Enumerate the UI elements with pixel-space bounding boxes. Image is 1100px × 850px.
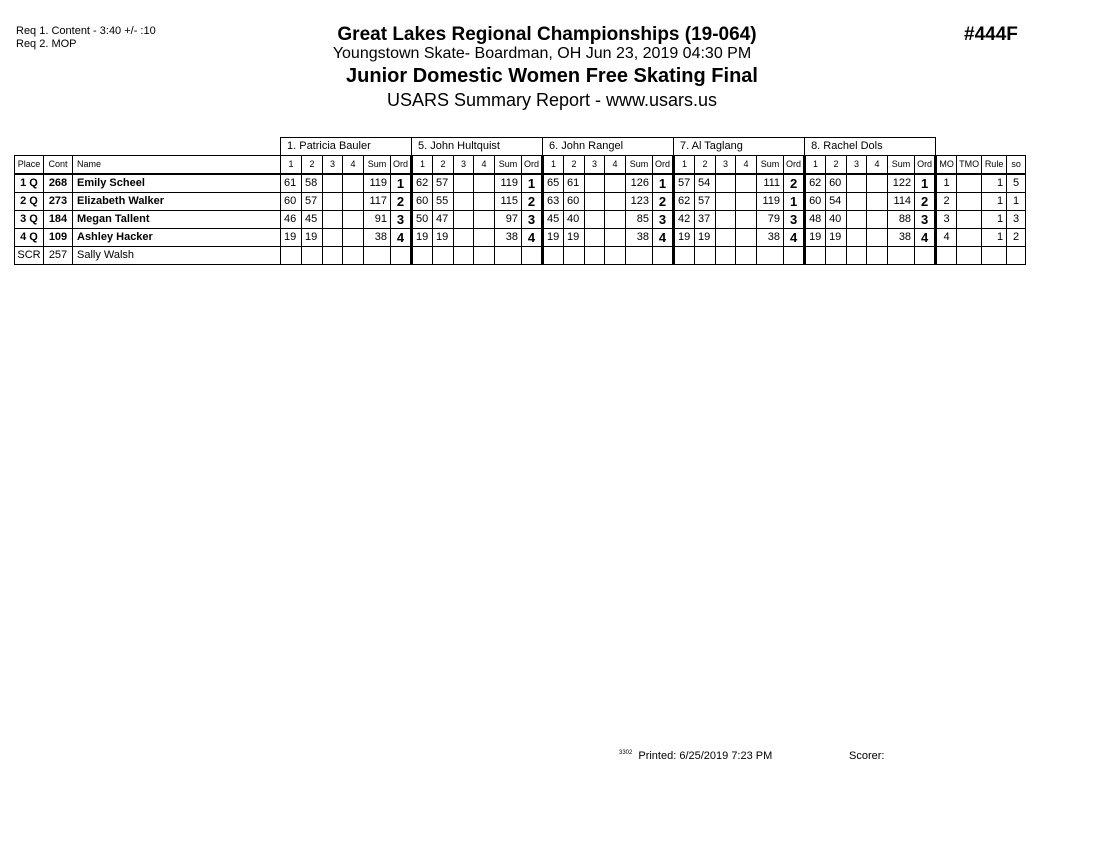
score-cell: 60 bbox=[826, 174, 847, 193]
score-cell: 61 bbox=[281, 174, 302, 193]
sum-cell bbox=[495, 247, 522, 265]
ord-cell: 2 bbox=[391, 193, 412, 211]
sum-cell bbox=[757, 247, 784, 265]
ord-cell bbox=[391, 247, 412, 265]
score-cell: 40 bbox=[826, 211, 847, 229]
score-cell: 19 bbox=[805, 229, 826, 247]
ord-cell: 3 bbox=[653, 211, 674, 229]
so-cell: 5 bbox=[1007, 174, 1026, 193]
score-cell bbox=[302, 247, 323, 265]
score-cell bbox=[867, 247, 888, 265]
mo-cell: 4 bbox=[936, 229, 957, 247]
score-cell: 58 bbox=[302, 174, 323, 193]
col-ord: Ord bbox=[653, 156, 674, 175]
ord-cell: 4 bbox=[784, 229, 805, 247]
col-score-3: 3 bbox=[585, 156, 605, 175]
event-title: Junior Domestic Women Free Skating Final bbox=[346, 65, 758, 87]
score-cell bbox=[716, 229, 736, 247]
score-cell bbox=[323, 229, 343, 247]
judge-name: 5. John Hultquist bbox=[412, 138, 543, 156]
col-ord: Ord bbox=[391, 156, 412, 175]
results-table bbox=[14, 137, 1026, 265]
score-cell: 54 bbox=[826, 193, 847, 211]
score-cell bbox=[343, 193, 364, 211]
sum-cell: 38 bbox=[364, 229, 391, 247]
table-row bbox=[15, 174, 1026, 193]
score-cell bbox=[847, 229, 867, 247]
ord-cell: 2 bbox=[915, 193, 936, 211]
score-cell bbox=[867, 211, 888, 229]
score-cell bbox=[805, 247, 826, 265]
score-cell bbox=[543, 247, 564, 265]
col-score-4: 4 bbox=[736, 156, 757, 175]
col-place: Place bbox=[15, 156, 44, 175]
sum-cell: 119 bbox=[364, 174, 391, 193]
col-score-4: 4 bbox=[474, 156, 495, 175]
col-score-3: 3 bbox=[454, 156, 474, 175]
rule-cell bbox=[982, 247, 1007, 265]
ord-cell: 4 bbox=[915, 229, 936, 247]
score-cell bbox=[343, 229, 364, 247]
score-cell bbox=[847, 193, 867, 211]
so-cell: 1 bbox=[1007, 193, 1026, 211]
col-ord: Ord bbox=[522, 156, 543, 175]
sum-cell: 91 bbox=[364, 211, 391, 229]
judge-name: 7. Al Taglang bbox=[674, 138, 805, 156]
score-cell bbox=[826, 247, 847, 265]
col-score-2: 2 bbox=[826, 156, 847, 175]
skater-name: Ashley Hacker bbox=[73, 229, 281, 247]
score-cell bbox=[585, 174, 605, 193]
place-cell: 2 Q bbox=[15, 193, 44, 211]
score-cell bbox=[605, 247, 626, 265]
score-cell: 62 bbox=[412, 174, 433, 193]
col-score-2: 2 bbox=[695, 156, 716, 175]
score-cell: 60 bbox=[281, 193, 302, 211]
rule-cell: 1 bbox=[982, 193, 1007, 211]
col-score-1: 1 bbox=[281, 156, 302, 175]
col-score-3: 3 bbox=[716, 156, 736, 175]
score-cell: 54 bbox=[695, 174, 716, 193]
ord-cell: 1 bbox=[784, 193, 805, 211]
sum-cell: 97 bbox=[495, 211, 522, 229]
score-cell: 57 bbox=[302, 193, 323, 211]
score-cell bbox=[736, 229, 757, 247]
score-cell bbox=[585, 229, 605, 247]
col-score-4: 4 bbox=[343, 156, 364, 175]
tmo-cell bbox=[957, 211, 982, 229]
ord-cell: 4 bbox=[391, 229, 412, 247]
skater-name: Emily Scheel bbox=[73, 174, 281, 193]
sum-cell: 85 bbox=[626, 211, 653, 229]
skater-name: Megan Tallent bbox=[73, 211, 281, 229]
score-cell bbox=[474, 229, 495, 247]
judges-spacer bbox=[936, 138, 1026, 156]
printed-date: Printed: 6/25/2019 7:23 PM bbox=[638, 750, 773, 762]
table-row bbox=[15, 229, 1026, 247]
tmo-cell bbox=[957, 174, 982, 193]
col-ord: Ord bbox=[915, 156, 936, 175]
score-cell bbox=[343, 211, 364, 229]
place-cell: 4 Q bbox=[15, 229, 44, 247]
so-cell bbox=[1007, 247, 1026, 265]
col-so: so bbox=[1007, 156, 1026, 175]
score-cell bbox=[323, 247, 343, 265]
score-cell bbox=[605, 229, 626, 247]
judges-row bbox=[15, 138, 1026, 156]
score-cell: 50 bbox=[412, 211, 433, 229]
score-cell bbox=[736, 211, 757, 229]
score-cell bbox=[433, 247, 454, 265]
score-cell bbox=[323, 211, 343, 229]
cont-cell: 273 bbox=[44, 193, 73, 211]
ord-cell bbox=[522, 247, 543, 265]
sum-cell: 38 bbox=[757, 229, 784, 247]
score-cell bbox=[585, 247, 605, 265]
judge-name: 1. Patricia Bauler bbox=[281, 138, 412, 156]
score-cell bbox=[564, 247, 585, 265]
ord-cell: 2 bbox=[653, 193, 674, 211]
score-cell: 57 bbox=[674, 174, 695, 193]
score-cell: 19 bbox=[695, 229, 716, 247]
ord-cell: 3 bbox=[784, 211, 805, 229]
place-cell: 1 Q bbox=[15, 174, 44, 193]
col-score-2: 2 bbox=[433, 156, 454, 175]
col-score-1: 1 bbox=[412, 156, 433, 175]
score-cell: 19 bbox=[412, 229, 433, 247]
score-cell: 19 bbox=[543, 229, 564, 247]
score-cell bbox=[867, 174, 888, 193]
mo-cell bbox=[936, 247, 957, 265]
judge-name: 8. Rachel Dols bbox=[805, 138, 936, 156]
score-cell bbox=[605, 211, 626, 229]
ord-cell: 3 bbox=[522, 211, 543, 229]
score-cell bbox=[454, 174, 474, 193]
score-cell: 48 bbox=[805, 211, 826, 229]
ord-cell: 2 bbox=[784, 174, 805, 193]
col-score-2: 2 bbox=[302, 156, 323, 175]
col-score-3: 3 bbox=[847, 156, 867, 175]
event-code: #444F bbox=[964, 24, 1018, 45]
sum-cell: 38 bbox=[626, 229, 653, 247]
score-cell: 60 bbox=[412, 193, 433, 211]
col-rule: Rule bbox=[982, 156, 1007, 175]
score-cell: 19 bbox=[433, 229, 454, 247]
so-cell: 2 bbox=[1007, 229, 1026, 247]
sum-cell: 122 bbox=[888, 174, 915, 193]
score-cell bbox=[454, 229, 474, 247]
sum-cell: 117 bbox=[364, 193, 391, 211]
scorer-label: Scorer: bbox=[849, 750, 885, 762]
score-cell bbox=[343, 247, 364, 265]
score-cell bbox=[736, 174, 757, 193]
score-cell: 45 bbox=[543, 211, 564, 229]
ord-cell: 2 bbox=[522, 193, 543, 211]
venue-date: Youngstown Skate- Boardman, OH Jun 23, 2019 04:30 PM bbox=[332, 45, 752, 62]
score-cell bbox=[847, 174, 867, 193]
mo-cell: 1 bbox=[936, 174, 957, 193]
score-cell bbox=[474, 193, 495, 211]
sum-cell bbox=[626, 247, 653, 265]
column-header-row bbox=[15, 156, 1026, 175]
score-cell bbox=[674, 247, 695, 265]
col-score-4: 4 bbox=[605, 156, 626, 175]
score-cell: 62 bbox=[674, 193, 695, 211]
score-cell bbox=[847, 247, 867, 265]
sum-cell: 79 bbox=[757, 211, 784, 229]
col-sum: Sum bbox=[364, 156, 391, 175]
mo-cell: 2 bbox=[936, 193, 957, 211]
tmo-cell bbox=[957, 229, 982, 247]
score-cell: 19 bbox=[302, 229, 323, 247]
sum-cell bbox=[888, 247, 915, 265]
sum-cell: 111 bbox=[757, 174, 784, 193]
score-cell bbox=[474, 247, 495, 265]
score-cell: 62 bbox=[805, 174, 826, 193]
score-cell bbox=[695, 247, 716, 265]
col-sum: Sum bbox=[888, 156, 915, 175]
competition-title: Great Lakes Regional Championships (19-064) bbox=[337, 24, 757, 45]
score-cell bbox=[716, 247, 736, 265]
ord-cell: 3 bbox=[915, 211, 936, 229]
score-cell: 46 bbox=[281, 211, 302, 229]
skater-name: Elizabeth Walker bbox=[73, 193, 281, 211]
sum-cell: 126 bbox=[626, 174, 653, 193]
score-cell bbox=[716, 174, 736, 193]
cont-cell: 257 bbox=[44, 247, 73, 265]
judge-name: 6. John Rangel bbox=[543, 138, 674, 156]
score-cell: 47 bbox=[433, 211, 454, 229]
version-code: 3302 bbox=[619, 750, 633, 756]
col-mo: MO bbox=[936, 156, 957, 175]
score-cell bbox=[605, 174, 626, 193]
ord-cell: 4 bbox=[653, 229, 674, 247]
score-cell bbox=[281, 247, 302, 265]
score-cell: 19 bbox=[564, 229, 585, 247]
tmo-cell bbox=[957, 193, 982, 211]
cont-cell: 184 bbox=[44, 211, 73, 229]
score-cell: 37 bbox=[695, 211, 716, 229]
score-cell bbox=[585, 211, 605, 229]
ord-cell: 1 bbox=[915, 174, 936, 193]
score-cell bbox=[323, 193, 343, 211]
table-row bbox=[15, 193, 1026, 211]
sum-cell: 119 bbox=[757, 193, 784, 211]
ord-cell bbox=[653, 247, 674, 265]
table-row bbox=[15, 247, 1026, 265]
sum-cell: 123 bbox=[626, 193, 653, 211]
score-cell bbox=[585, 193, 605, 211]
sum-cell: 38 bbox=[495, 229, 522, 247]
col-sum: Sum bbox=[495, 156, 522, 175]
skater-name: Sally Walsh bbox=[73, 247, 281, 265]
score-cell: 42 bbox=[674, 211, 695, 229]
tmo-cell bbox=[957, 247, 982, 265]
judges-spacer bbox=[15, 138, 281, 156]
score-cell: 19 bbox=[674, 229, 695, 247]
cont-cell: 268 bbox=[44, 174, 73, 193]
col-tmo: TMO bbox=[957, 156, 982, 175]
rule-cell: 1 bbox=[982, 229, 1007, 247]
sum-cell: 38 bbox=[888, 229, 915, 247]
score-cell: 61 bbox=[564, 174, 585, 193]
score-cell: 19 bbox=[826, 229, 847, 247]
score-cell: 65 bbox=[543, 174, 564, 193]
ord-cell bbox=[784, 247, 805, 265]
score-cell: 45 bbox=[302, 211, 323, 229]
col-name: Name bbox=[73, 156, 281, 175]
col-score-1: 1 bbox=[543, 156, 564, 175]
ord-cell: 1 bbox=[522, 174, 543, 193]
ord-cell: 4 bbox=[522, 229, 543, 247]
requirement-2: Req 2. MOP bbox=[16, 38, 77, 50]
ord-cell: 1 bbox=[653, 174, 674, 193]
sum-cell: 88 bbox=[888, 211, 915, 229]
score-cell: 19 bbox=[281, 229, 302, 247]
so-cell: 3 bbox=[1007, 211, 1026, 229]
col-score-2: 2 bbox=[564, 156, 585, 175]
score-cell bbox=[343, 174, 364, 193]
print-info bbox=[619, 750, 772, 762]
score-cell bbox=[474, 211, 495, 229]
report-title: USARS Summary Report - www.usars.us bbox=[386, 90, 718, 110]
score-cell bbox=[847, 211, 867, 229]
col-cont: Cont bbox=[44, 156, 73, 175]
place-cell: 3 Q bbox=[15, 211, 44, 229]
col-score-3: 3 bbox=[323, 156, 343, 175]
score-cell: 63 bbox=[543, 193, 564, 211]
score-cell bbox=[605, 193, 626, 211]
score-cell: 55 bbox=[433, 193, 454, 211]
place-cell: SCR bbox=[15, 247, 44, 265]
score-cell bbox=[716, 193, 736, 211]
col-score-4: 4 bbox=[867, 156, 888, 175]
score-cell bbox=[454, 211, 474, 229]
col-sum: Sum bbox=[757, 156, 784, 175]
rule-cell: 1 bbox=[982, 211, 1007, 229]
score-cell bbox=[323, 174, 343, 193]
score-cell: 60 bbox=[805, 193, 826, 211]
mo-cell: 3 bbox=[936, 211, 957, 229]
sum-cell bbox=[364, 247, 391, 265]
table-row bbox=[15, 211, 1026, 229]
ord-cell: 3 bbox=[391, 211, 412, 229]
score-cell bbox=[867, 229, 888, 247]
sum-cell: 119 bbox=[495, 174, 522, 193]
col-score-1: 1 bbox=[674, 156, 695, 175]
sum-cell: 115 bbox=[495, 193, 522, 211]
col-ord: Ord bbox=[784, 156, 805, 175]
score-cell: 57 bbox=[695, 193, 716, 211]
col-sum: Sum bbox=[626, 156, 653, 175]
requirement-1: Req 1. Content - 3:40 +/- :10 bbox=[16, 25, 156, 37]
ord-cell bbox=[915, 247, 936, 265]
score-cell: 57 bbox=[433, 174, 454, 193]
cont-cell: 109 bbox=[44, 229, 73, 247]
score-cell bbox=[716, 211, 736, 229]
rule-cell: 1 bbox=[982, 174, 1007, 193]
score-cell bbox=[736, 193, 757, 211]
score-cell bbox=[454, 193, 474, 211]
score-cell: 40 bbox=[564, 211, 585, 229]
score-cell bbox=[454, 247, 474, 265]
ord-cell: 1 bbox=[391, 174, 412, 193]
score-cell bbox=[412, 247, 433, 265]
score-cell: 60 bbox=[564, 193, 585, 211]
col-score-1: 1 bbox=[805, 156, 826, 175]
score-cell bbox=[867, 193, 888, 211]
score-cell bbox=[736, 247, 757, 265]
sum-cell: 114 bbox=[888, 193, 915, 211]
score-cell bbox=[474, 174, 495, 193]
